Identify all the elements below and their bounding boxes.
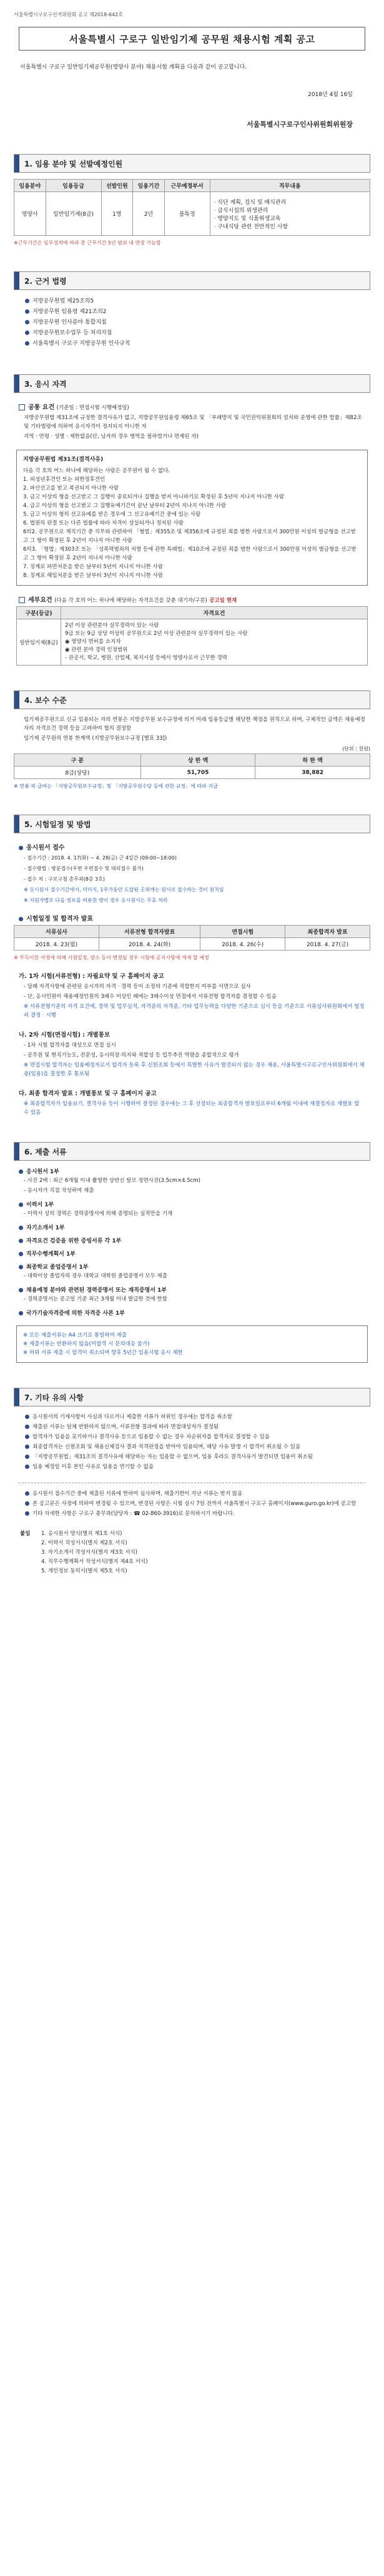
section-accent-bar [14,1388,19,1406]
doc-title: 최종학교 졸업증명서 1부 [26,1264,89,1271]
duty-text: · 영양지도 및 식품위생교육 · 구내식당 관련 전반적인 사항 [214,215,288,230]
etc-item: 제출된 서류는 일체 반환하지 않으며, 서류전형 결과에 따라 면접대상자가 결정됨 [32,1424,219,1430]
table-header: 서류심사 [14,926,99,938]
bullet-icon [19,917,23,921]
box-line: 5. 금고 이상의 형의 선고유예를 받은 경우에 그 선고유예기간 중에 있는 사람 [23,511,201,518]
schedule-table [14,925,370,951]
contact-text: 기타 자세한 사항은 구로구 총무과(담당자 : ☎ 02-860-3916)로 문의하시기 바랍니다. [32,1511,235,1517]
law-item: 지방공무원 인사분야 통합지침 [32,319,107,326]
table-cell: 51,705 [140,767,255,779]
field-line: 2년 이상 관련분야 실무경력이 있는 사람 [65,622,159,629]
box-line: 1. 피성년후견인 또는 피한정후견인 [23,477,106,483]
table-cell: 영양사 [14,192,46,236]
table-header: 자격요건 [203,611,225,617]
doc-item [19,1236,370,1244]
notice-number: 서울특별시구로구선거위원회 공고 제2018-642호 [14,12,123,17]
etc-item: 본 공고문은 사정에 의하여 변경될 수 있으며, 변경된 사항은 시험 실시 7일 전까지 서울특별시 구로구 홈페이지(www.guro.go.kr)에 공고함 [32,1501,357,1507]
section-7-title: 7. 기타 유의 사항 [24,1393,84,1402]
field-line: ◉ 영양사 면허를 소지자 [65,639,121,645]
box-line: ※ 제출서류는 반환하지 않음(미합격 시 문의대응 불가) [23,1341,150,1347]
section-4-title: 4. 보수 수준 [24,695,67,705]
doc-title: 채용예정 분야와 관련된 경력증명서 또는 재직증명서 1부 [26,1287,167,1294]
table-header-row [14,926,370,938]
doc-item [19,1309,370,1317]
disqualification-box [16,450,368,586]
bullet-icon [19,1252,23,1256]
field-subtitle: (다음 각 호의 어느 하나에 해당하는 자격요건을 갖춘 대기자/구분) [54,598,207,604]
stage-1-line: ※ 서류전형기준의 자격 요건에, 경력 및 업무실적, 자격증의 자격증, 기타 업무능력을 다양한 기준으로 심사 등을 기준으로 서류심사위원회에서 엄정히 결정 · 시행 [24,1004,365,1019]
list-item [25,1489,365,1498]
box-line: ※ 모든 제출서류는 A4 크기로 통일하여 제출 [23,1332,127,1339]
section-3-header [14,374,370,393]
bullet-icon [25,1501,29,1506]
section-1-header [14,154,370,173]
section-accent-bar [14,1143,19,1160]
sched-line: ※ 지원자별로 다음 정보를 허용한 명이 경우 응시원서는 무효 처리 [24,898,168,903]
common-title-text: 공통 요건 [28,404,55,411]
table-header: 서류전형 합격자발표 [99,926,200,938]
section-1-title: 1. 임용 분야 및 선발예정인원 [24,159,123,168]
table-cell: 38,882 [255,767,370,779]
attach-title: 붙임 [20,1531,31,1537]
table-header: 최종합격자 발표 [285,926,370,938]
law-list [25,296,370,349]
section-6-header [14,1142,370,1161]
section-5-header [14,815,370,833]
bullet-icon [25,320,29,324]
table-cell: 불특정 [164,192,210,236]
list-item [25,1433,365,1441]
doc-title: 자기소개서 1부 [26,1225,65,1231]
common-req-2: 지역 · 연령 · 성별 · 제한없음(단, 남자의 경우 병역을 필하였거나 면제된 자) [24,433,199,440]
list-item [25,1453,365,1461]
pay-note: ※ 연봉 외 급여는 「지방공무원보수규정」및 「지방공무원수당 등에 관한 규정」에 따라 지급 [14,783,218,789]
stage-2-line: ※ 면접시험 합격자는 임용예정자로서 합격자 등록 후 신원조회 등에서 특별한 사유가 발견되지 않는 경우 채용, 서울특별시구로구인사위원회에서 채용(임용)을 결정한 후 통보됨 [24,1062,365,1077]
box-line: 6의2. 공무원으로 재직기간 중 직무와 관련하여 「형법」제355조 및 제356조에 규정된 죄를 범한 사람으로서 300만원 이상의 벌금형을 선고받고 그 형이 확정된 후 2년이 지나지 아니한 사람 [23,529,356,544]
section-accent-bar [14,815,19,833]
table-header: 임용분야 [14,180,46,192]
table-cell: 일반임기제(8급) [46,192,101,236]
issuing-org: 서울특별시구로구인사위원회위원장 [246,120,353,128]
bullet-icon [25,1511,29,1516]
stage-1-title: 가. 1차 시험(서류전형) : 자필요약 및 구 홈페이지 공고 [19,973,164,980]
field-line: 9급 또는 9급 상당 이상의 공무원으로 2년 이상 관련분야 실무경력이 있는 사람 [65,631,248,637]
section-1-note: ※근무기간은 임무성적에 따라 총 근무기간 5년 범위 내 연장 가능함 [14,240,161,246]
stage-2-line: - 공무원 및 현직기능도, 전문성, 응시의장·의지와 적합성 등 업무추진 역량을 종합적으로 평가 [24,1052,239,1058]
stage-2-line: - 1차 시험 합격자를 대상으로 면접 실시 [24,1042,116,1048]
docs-notice-box [16,1325,368,1363]
table-header-row [14,180,370,192]
table-row [16,619,368,666]
table-header: 선발인원 [101,180,133,192]
table-header: 구 분 [14,754,141,767]
table-header: 면접시험 [200,926,285,938]
section-accent-bar [14,375,19,392]
box-line: 6. 법원의 판결 또는 다른 법률에 따라 자격이 상실되거나 정지된 사람 [23,520,184,526]
list-item [25,1413,365,1421]
application-title [19,842,370,851]
sched-line: - 접수방법 : 방문접수(우편 우편접수 및 대리접수 불가) [24,866,144,871]
table-cell: 2018. 4. 26(수) [200,938,285,951]
box-title: 지방공무원법 제31조(결격사유) [23,457,104,463]
bullet-icon [19,1169,23,1174]
law-item: 지방공무원보수업무 등 처리지침 [32,330,112,336]
pay-table [14,753,370,779]
doc-item [19,1223,370,1231]
doc-title: 이력서 1부 [26,1202,54,1208]
attach-item: 3. 자기소개서 작성서식(별지 제3호 서식) [41,1549,138,1556]
section-accent-bar [14,272,19,289]
pay-text-2: 임기제 공무원의 연봉 한계액 (지방공무원보수규정 [별표 33]) [24,735,167,742]
doc-item [19,1167,370,1175]
table-cell: 2018. 4. 23(월) [14,938,99,951]
section-3-title: 3. 응시 자격 [24,379,67,389]
bullet-icon [25,1435,29,1439]
box-line: ※ 허위 서류 제출 시 합격이 취소되며 향후 5년간 임용시험 응시 제한 [23,1350,183,1356]
list-item [25,328,370,339]
etc-item: 「지방공무원법」제31조의 결격사유에 해당하는 자는 임용할 수 없으며, 임용 후라도 결격사유가 발견되면 임용이 취소됨 [32,1454,313,1460]
list-item [25,1463,365,1471]
law-item: 서울특별시 구로구 지방공무원 인사규칙 [32,341,130,347]
doc-item [19,1249,370,1257]
bullet-icon [25,1445,29,1449]
box-line: 7. 징계로 파면처분을 받은 날부터 5년이 지나지 아니한 사람 [23,564,163,570]
table-cell: 2018. 4. 27(금) [285,938,370,951]
table-header: 임용등급 [46,180,101,192]
schedule-title [19,913,370,922]
etc-list [25,1413,370,1471]
field-table-header [16,606,368,619]
doc-detail: - 응시자가 직접 작성하여 제출 [24,1188,94,1194]
etc-item: 응시원서 접수기간 중에 제출된 서류에 한하여 심사하며, 제출기한이 지난 서류는 받지 않음 [32,1491,243,1497]
attach-item: 1. 응시원서 양식(별지 제1호 서식) [41,1531,122,1537]
box-line: 2. 파산선고를 받고 복권되지 아니한 사람 [23,485,119,491]
field-subtitle-date: 공고일 현재 [209,598,237,604]
list-item [25,1499,365,1508]
doc-detail: - 경력증명서는 공고일 기준 최근 3개월 이내 발급한 것에 한함 [24,1296,167,1302]
table-header: 상 한 액 [140,754,255,767]
attach-list [41,1529,148,1576]
section-5-title: 5. 시험일정 및 방법 [24,820,91,829]
section-6-title: 6. 제출 서류 [24,1147,67,1156]
list-item [25,296,370,307]
bullet-icon [25,299,29,303]
table-cell: 일반임기제(8급) [17,619,61,665]
table-header-row [14,754,370,767]
detail-requirements-title [19,594,370,604]
bullet-icon [25,1455,29,1459]
sched-line: - 접수기간 : 2018. 4. 17(화) ~ 4. 28(금) 근 4일간 (09:00~18:00) [24,855,177,861]
box-line: 3. 금고 이상의 형을 선고받고 그 집행이 종료되거나 집행을 받지 아니하기로 확정된 후 5년이 지나지 아니한 사람 [23,494,285,500]
checkbox-icon [19,597,25,603]
table-cell [61,619,367,665]
bullet-icon [25,1425,29,1429]
notice-title: 서울특별시 구로구 일반임기제 공무원 채용시험 계획 공고 [19,27,365,51]
schedule-title-text: 시험일정 및 합격자 발표 [26,916,94,922]
etc-item: 최종합격자는 신원조회 및 채용신체검사 결과 적격판정을 받아야 임용되며, 해당 사유 발생 시 합격이 취소될 수 있음 [32,1444,301,1450]
common-req-1: 지방공무원법 제31조에 규정한 결격사유가 없고, 지방공무원임용령 제65조 및 「부패방지 및 국민권익위원회의 설치와 운영에 관한 법률」제82조 및 기타법령에 의하여 응시자격이 정지되지 아니한 자 [24,415,362,430]
law-item: 지방공무원 임용령 제21조의2 [32,309,107,315]
table-header: 구분(등급) [17,607,61,619]
doc-item [19,1200,370,1208]
doc-item [19,1262,370,1271]
etc-item: 임용 예정일 이후 본인 사유로 임용을 연기할 수 없음 [32,1464,154,1470]
doc-title: 직무수행계획서 1부 [26,1251,76,1257]
bullet-icon [19,1265,23,1269]
sched-line: ※ 응시원서 접수기간에서, 미미지, 1주가동안 도달된 곳외에는 원서로 접수하는 것이 원칙임 [24,887,224,893]
sched-line: - 접수 처 : 구로구청 총무과(8층 3호) [24,876,105,882]
field-line: - 관공서, 학교, 병원, 산업체, 복지시설 등에서 영양사로서 근무한 경력 [65,655,227,661]
table-cell: 1명 [101,192,133,236]
bullet-icon [19,1288,23,1292]
list-item [25,1423,365,1431]
list-item [25,1509,365,1518]
stage-1-line: - 담례 자격사항에 관련된 응시자의 자격 · 경력 등이 소정의 기준에 적합한지 여부를 서면으로 심사 [24,984,251,990]
schedule-note: ※ 부득이한 사정에 의해 시험일정, 장소 등이 변경될 경우 시험에 공지사항에 게재 할 예정 [14,955,209,961]
doc-detail: - 사진 2매 : 최근 6개월 이내 촬영한 상반신 탈모 정면사진(3.5cm×4.5cm) [24,1178,200,1184]
position-table [14,179,370,236]
attach-item: 5. 개인정보 동의서(별지 제5호 서식) [41,1568,127,1574]
table-header: 임용기간 [133,180,165,192]
box-line: 4. 금고 이상의 형을 선고받고 그 집행유예기간이 끝난 날부터 2년이 지나지 아니한 사람 [23,503,227,509]
pay-text-1: 임기제공무원으로 신규 임용되는 자의 연봉은 지방공무원 보수규정에 의거 미래 임용등급별 해당한 책정을 원칙으로 하며, 구체적인 금액은 채용예정자의 자격요건 경력 등을 고려하여 협의 결정함 [24,717,365,732]
doc-item [19,1286,370,1294]
attach-item: 4. 직무수행계획서 작성서식(별지 제4호 서식) [41,1559,148,1565]
table-header: 근무예정부서 [164,180,210,192]
checkbox-icon [19,404,25,410]
bullet-icon [19,1239,23,1243]
duty-text: · 식단 계획, 검식 및 배식관리 · 급식시설의 위생관리 [214,199,287,214]
etc-extra-list [25,1489,370,1518]
field-title-text: 세부요건 [28,597,52,604]
section-4-header [14,690,370,709]
table-header: 하 한 액 [255,754,370,767]
table-cell: 2018. 4. 24(화) [99,938,200,951]
list-item [25,317,370,328]
bullet-icon [25,331,29,335]
stage-3-line: ※ 최종합격자가 임용보기, 결격사유 등이 시행하여 결정된 경우에는 그 후 선정되는 최종합격자 발표일로부터 6개월 이내에 재결정자로 재발표 할 수 있음 [24,1101,360,1116]
bullet-icon [25,309,29,314]
section-7-header [14,1388,370,1407]
section-accent-bar [14,155,19,172]
table-cell [210,192,370,236]
table-cell: 8급(상당) [14,767,141,779]
application-title-text: 응시원서 접수 [26,845,65,851]
common-requirements-title [19,402,370,411]
box-line: 8. 징계로 해임처분을 받은 날부터 3년이 지나지 아니한 사람 [23,573,163,579]
table-row [14,938,370,951]
table-cell: 2년 [133,192,165,236]
stage-3-title: 다. 최종 합격자 발표 : 개별통보 및 구 홈페이지 공고 [19,1090,157,1097]
etc-item: 합격자가 임용을 포기하거나 결격사유 등으로 임용할 수 없는 경우 차순위자를 합격자로 결정할 수 있음 [32,1434,270,1440]
table-row [14,767,370,779]
bullet-icon [25,341,29,346]
bullet-icon [25,1465,29,1469]
field-table [16,606,368,666]
list-item [25,1443,365,1451]
bullet-icon [19,846,23,850]
table-header: 직무내용 [210,180,370,192]
list-item [25,339,370,349]
bullet-icon [19,1311,23,1315]
section-2-title: 2. 근거 법령 [24,276,67,286]
stage-1-line: - 단, 응시인원이 채용예정인원의 3배수 이상인 때에는 3배수이상 면접에서 서류전형 합격자를 결정할 수 있음 [24,994,277,1000]
doc-detail: - 대학이상 졸업자의 경우 대학교 대학원 졸업증명서 모두 제출 [24,1273,167,1279]
doc-title: 응시원서 1부 [26,1169,59,1175]
doc-title: 국가기술자격증에 의한 자격증 사본 1부 [26,1310,125,1317]
stage-2-title: 나. 2차 시험(면접시험) : 개별통보 [19,1032,111,1039]
etc-item: 응시원서의 기재사항이 사실과 다르거나 제출한 서류가 허위인 경우에는 합격을 취소함 [32,1414,232,1420]
bullet-icon [19,1226,23,1230]
field-line: ◉ 관련 분야 경력 인정범위 [65,647,128,653]
law-item: 지방공무원법 제25조의5 [32,298,94,304]
box-line: 다음 각 호의 어느 하나에 해당하는 사람은 공무원이 될 수 없다. [23,468,170,474]
attach-item: 2. 이력서 작성서식(별지 제2호 서식) [41,1540,127,1546]
notice-date: 2018년 4월 16일 [308,92,353,98]
doc-detail: - 이력서 상의 경력은 경력증명서에 의해 증명되는 실적만을 기재 [24,1211,173,1217]
list-item [25,307,370,317]
bullet-icon [19,1203,23,1207]
doc-title: 자격요건 검증을 위한 증빙서류 각 1부 [26,1238,122,1244]
attachments [20,1529,370,1576]
common-subtitle: (기준일 : 면접시험 시행예정일) [56,405,129,411]
intro-text: 서울특별시 구로구 일반임기제공무원(영양사 분야) 채용시험 계획을 다음과 같이 공고합니다. [20,64,247,70]
table-row [14,192,370,236]
box-line: 6의3. 「형법」제303조 또는 「성폭력범죄의 처벌 등에 관한 특례법」제10조에 규정된 죄를 범한 사람으로서 300만원 이상의 벌금형을 선고받고 그 형이 확정된 후 2년이 지나지 아니한 사람 [23,546,357,561]
bullet-icon [25,1415,29,1419]
section-2-header [14,271,370,290]
bullet-icon [25,1491,29,1496]
section-accent-bar [14,691,19,709]
pay-unit: (단위 : 천원) [342,746,370,752]
